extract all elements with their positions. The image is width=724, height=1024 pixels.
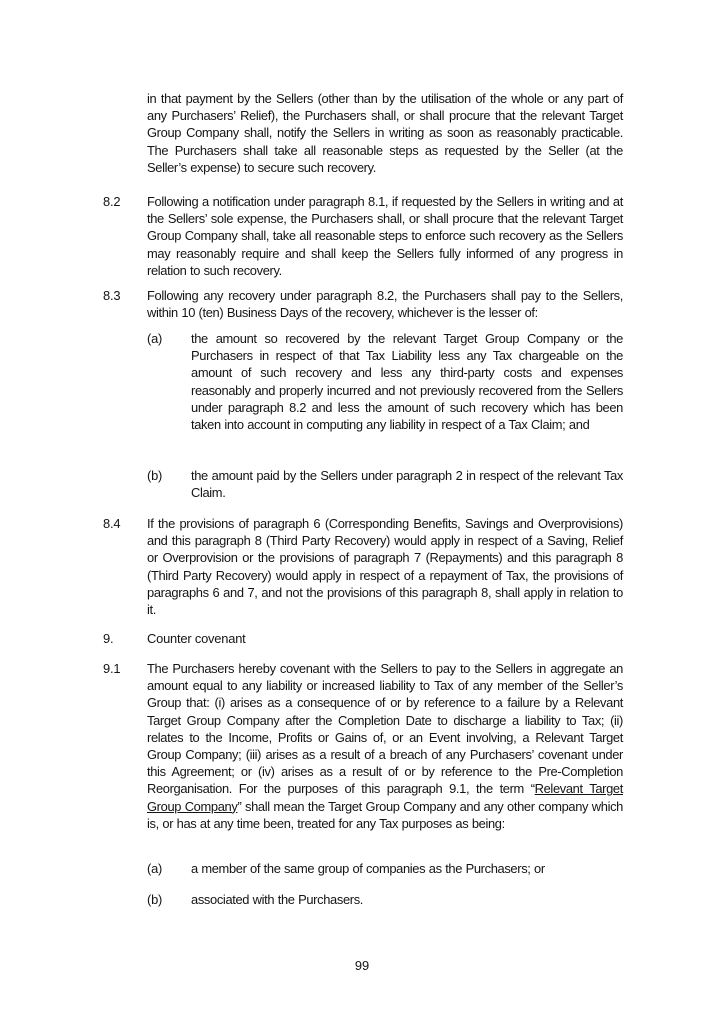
- page-number: 99: [354, 958, 370, 973]
- continuation-paragraph: in that payment by the Sellers (other than by the utilisation of the whole or any part of any Purchasers’ Relief), the Purchasers shall, or shall procure that the relevant Target Group Company shall, notify the Sellers in writing as soon as reasonably practicable. The Purchasers shall take all reasonable steps as requested by the Seller (at the Seller’s expense) to secure such recovery.: [147, 91, 623, 175]
- clause-8-3-b-label: (b): [147, 468, 163, 483]
- clause-8-3-a-label: (a): [147, 331, 163, 346]
- clause-8-4-number: 8.4: [103, 516, 121, 531]
- clause-8-4-text: If the provisions of paragraph 6 (Corresponding Benefits, Savings and Overprovisions) and this paragraph 8 (Third Party Recovery) would apply in respect of a Saving, Relief or Overprovision or the provisions of paragraph 7 (Repayments) and this paragraph 8 (Third Party Recovery) would apply in respect of a repayment of Tax, the provisions of paragraphs 6 and 7, and not the provisions of this paragraph 8, shall apply in relation to it.: [147, 516, 623, 618]
- clause-8-3-text: Following any recovery under paragraph 8.2, the Purchasers shall pay to the Sellers, within 10 (ten) Business Days of the recovery, whichever is the lesser of:: [147, 288, 623, 321]
- defined-term-relevant-target-group-company: Relevant Target Group Company: [147, 781, 623, 814]
- clause-9-1-a-text: a member of the same group of companies as the Purchasers; or: [191, 861, 545, 876]
- clause-8-3-number: 8.3: [103, 288, 121, 303]
- clause-9-1-a-label: (a): [147, 861, 163, 876]
- clause-9-1-number: 9.1: [103, 661, 121, 676]
- clause-9-1-text-before: The Purchasers hereby covenant with the Sellers to pay to the Sellers in aggregate an amount equal to any liability or increased liability to Tax of any member of the Seller’s Group that: (i) arises as a consequence of or by reference to a failure by a Relevant Target Group Company after the Completion Date to discharge a liability to Tax; (ii) relates to the Income, Profits or Gains of, or an Event involving, a Relevant Target Group Company; (iii) arises as a result of a breach of any Purchasers’ covenant under this Agreement; or (iv) arises as a result of or by reference to the Pre-Completion Reorganisation. For the purposes of this paragraph 9.1, the term “: [147, 661, 623, 797]
- clause-8-2-number: 8.2: [103, 194, 121, 209]
- clause-9-1-text: [147, 660, 623, 832]
- clause-9-1-b-text: associated with the Purchasers.: [191, 892, 364, 907]
- clause-9-1-text-after: ” shall mean the Target Group Company and any other company which is, or has at any time been, treated for any Tax purposes as being:: [147, 798, 623, 831]
- clause-8-3-a-text: the amount so recovered by the relevant Target Group Company or the Purchasers in respect of that Tax Liability less any Tax chargeable on the amount of such recovery and less any third-party costs and expenses reasonably and properly incurred and not previously recovered from the Sellers under paragraph 8.2 and less the amount of such recovery which has been taken into account in computing any liability in respect of a Tax Claim; and: [191, 331, 623, 433]
- section-9-number: 9.: [103, 631, 114, 646]
- clause-9-1-b-label: (b): [147, 892, 163, 907]
- section-9-heading: Counter covenant: [147, 631, 246, 646]
- clause-8-2-text: Following a notification under paragraph 8.1, if requested by the Sellers in writing and at the Sellers’ sole expense, the Purchasers shall, or shall procure that the relevant Target Group Company shall, take all reasonable steps to enforce such recovery as the Sellers may reasonably require and shall keep the Sellers fully informed of any progress in relation to such recovery.: [147, 194, 623, 278]
- clause-8-3-b-text: the amount paid by the Sellers under paragraph 2 in respect of the relevant Tax Claim.: [191, 468, 623, 501]
